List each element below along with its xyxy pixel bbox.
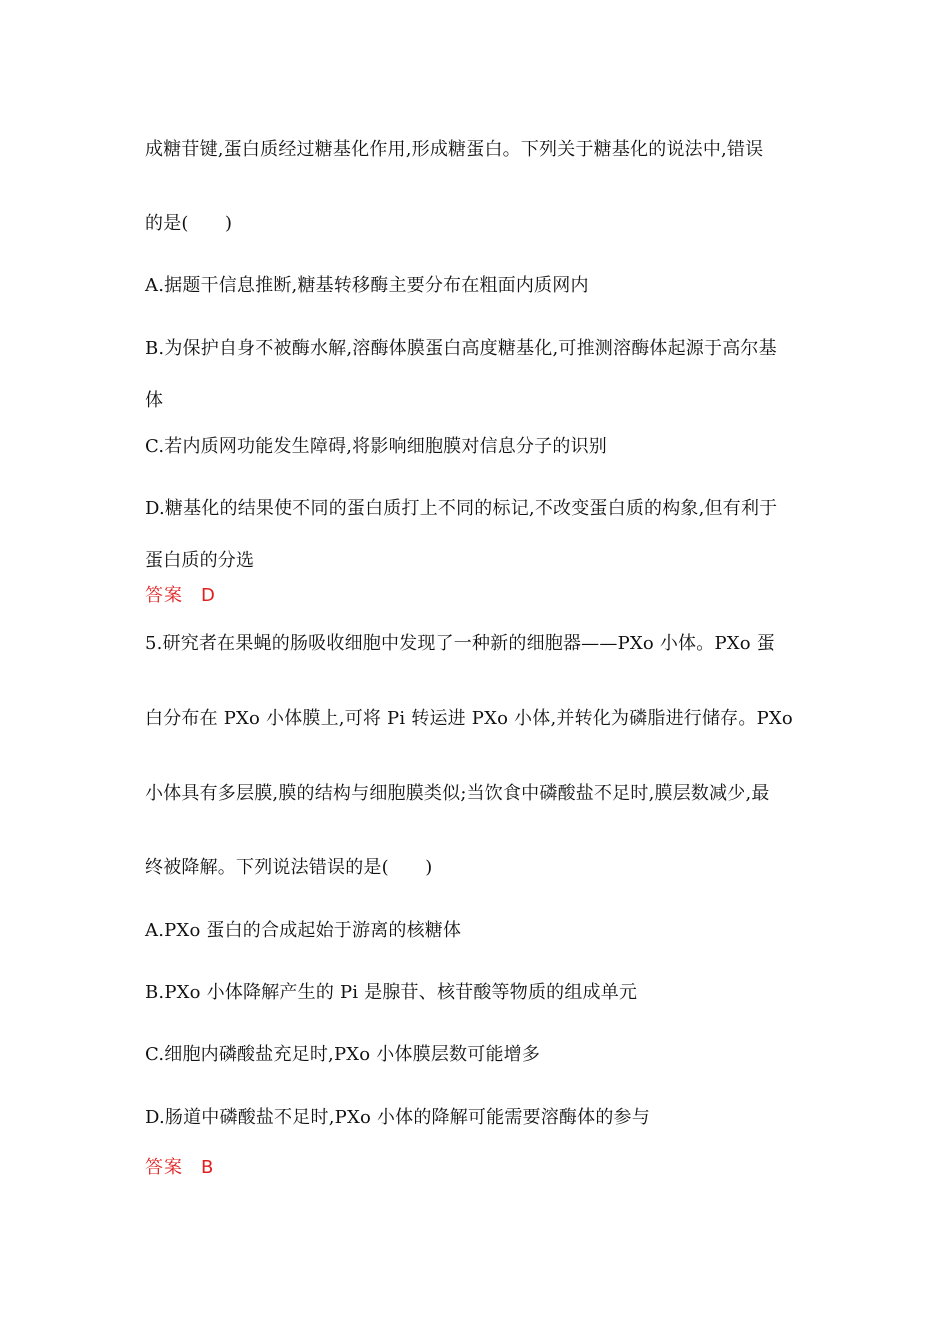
q5-answer-value: B [201,1157,214,1178]
q5-stem-line-1: 5.研究者在果蝇的肠吸收细胞中发现了一种新的细胞器——PXo 小体。PXo 蛋 [145,633,775,654]
q5-answer-label: 答案 [145,1157,183,1178]
q5-stem-line-3: 小体具有多层膜,膜的结构与细胞膜类似;当饮食中磷酸盐不足时,膜层数减少,最 [145,783,770,804]
q5-stem-line-4: 终被降解。下列说法错误的是( ) [145,857,433,878]
q5-option-a: A.PXo 蛋白的合成起始于游离的核糖体 [145,920,462,941]
q4-option-b-line-2: 体 [145,390,164,411]
q4-answer-label: 答案 [145,585,183,606]
q4-stem-line-1: 成糖苷键,蛋白质经过糖基化作用,形成糖蛋白。下列关于糖基化的说法中,错误 [145,139,764,160]
q4-option-d-line-1: D.糖基化的结果使不同的蛋白质打上不同的标记,不改变蛋白质的构象,但有利于 [145,498,778,519]
q5-option-b: B.PXo 小体降解产生的 Pi 是腺苷、核苷酸等物质的组成单元 [145,982,638,1003]
q4-answer [145,584,215,608]
q5-option-d: D.肠道中磷酸盐不足时,PXo 小体的降解可能需要溶酶体的参与 [145,1107,650,1128]
q4-answer-value: D [201,585,215,606]
q5-stem-line-2: 白分布在 PXo 小体膜上,可将 Pi 转运进 PXo 小体,并转化为磷脂进行储存。PXo [145,708,793,729]
q5-option-c: C.细胞内磷酸盐充足时,PXo 小体膜层数可能增多 [145,1044,541,1065]
q5-answer [145,1156,213,1180]
q4-option-c: C.若内质网功能发生障碍,将影响细胞膜对信息分子的识别 [145,436,607,457]
q4-option-b-line-1: B.为保护自身不被酶水解,溶酶体膜蛋白高度糖基化,可推测溶酶体起源于高尔基 [145,338,777,359]
q4-stem-line-2: 的是( ) [145,213,233,234]
q4-option-d-line-2: 蛋白质的分选 [145,550,255,571]
q4-option-a: A.据题干信息推断,糖基转移酶主要分布在粗面内质网内 [145,275,589,296]
